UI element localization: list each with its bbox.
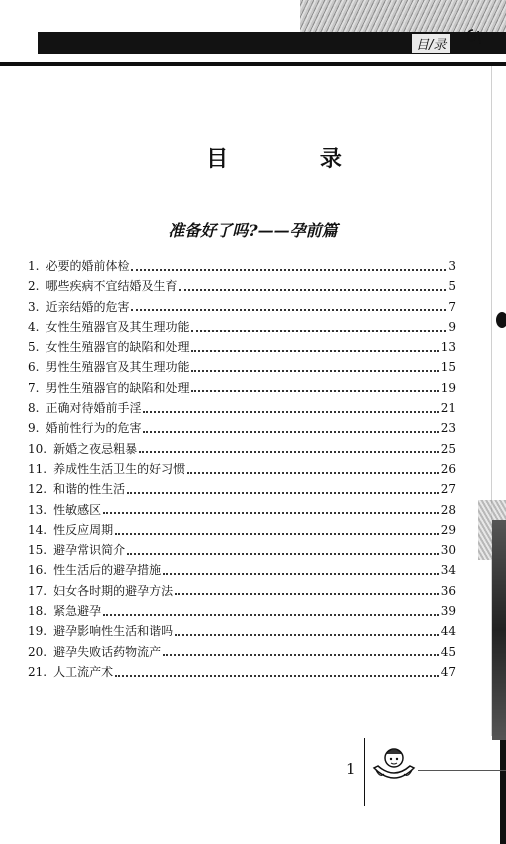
right-edge-block	[500, 740, 506, 844]
toc-entry-title: 女性生殖器官及其生理功能	[45, 319, 190, 334]
toc-entry-title: 男性生殖器官及其生理功能	[45, 360, 190, 375]
section-title: 准备好了吗?——孕前篇	[168, 221, 338, 240]
toc-entry-title: 新婚之夜忌粗暴	[53, 441, 138, 456]
toc-entry-title: 性生活后的避孕措施	[53, 563, 162, 578]
toc-entry-title: 避孕常识简介	[53, 543, 126, 558]
header-rule	[0, 62, 506, 66]
toc-entry[interactable]	[28, 459, 456, 479]
footer-rule	[418, 770, 506, 771]
toc-entry-title: 哪些疾病不宜结婚及生育	[45, 279, 178, 294]
toc-entry[interactable]	[28, 581, 456, 601]
page-title: 目 录	[206, 147, 384, 172]
toc-entry-page: 28	[440, 502, 456, 517]
toc-entry[interactable]	[28, 479, 456, 499]
toc-entry-page: 27	[440, 482, 456, 497]
toc-leader-dots	[191, 369, 438, 372]
toc-leader-dots	[187, 471, 439, 474]
toc-entry-title: 避孕失败话药物流产	[53, 644, 162, 659]
toc-entry-title: 避孕影响性生活和谐吗	[53, 624, 174, 639]
toc-entry-title: 女性生殖器官的缺陷和处理	[45, 340, 190, 355]
toc-entry[interactable]	[28, 378, 456, 398]
toc-entry-number: 9.	[28, 421, 40, 436]
toc-entry-number: 15.	[28, 543, 48, 558]
toc-leader-dots	[127, 552, 439, 555]
toc-entry[interactable]	[28, 337, 456, 357]
toc-entry[interactable]	[28, 601, 456, 621]
toc-leader-dots	[175, 633, 439, 636]
toc-leader-dots	[179, 288, 446, 291]
toc-entry-title: 紧急避孕	[53, 604, 102, 619]
toc-entry-number: 10.	[28, 441, 48, 456]
toc-entry-title: 必要的婚前体检	[45, 259, 130, 273]
header-swirl-icon	[464, 28, 482, 46]
toc-entry[interactable]	[28, 500, 456, 520]
running-title: 目/录	[412, 34, 450, 53]
toc-entry-page: 47	[440, 664, 456, 679]
toc-entry-page: 19	[440, 380, 456, 395]
toc-entry-number: 11.	[28, 461, 48, 476]
toc-entry-page: 13	[440, 340, 456, 355]
toc-entry-number: 5.	[28, 340, 40, 355]
toc-leader-dots	[143, 430, 438, 433]
toc-entry-title: 婚前性行为的危害	[45, 421, 142, 436]
toc-entry[interactable]	[28, 418, 456, 438]
toc-entry-page: 25	[440, 441, 456, 456]
toc-leader-dots	[131, 308, 446, 311]
toc-leader-dots	[143, 410, 438, 413]
toc-leader-dots	[139, 450, 439, 453]
toc-leader-dots	[163, 653, 439, 656]
toc-entry[interactable]	[28, 398, 456, 418]
toc-entry-number: 4.	[28, 319, 40, 334]
toc-entry-number: 6.	[28, 360, 40, 375]
toc-entry-page: 21	[440, 401, 456, 416]
right-edge-tab	[492, 520, 506, 740]
toc-leader-dots	[175, 592, 439, 595]
toc-entry-page: 5	[448, 279, 456, 294]
toc-entry[interactable]	[28, 357, 456, 377]
toc-entry-page: 39	[440, 604, 456, 619]
toc-entry-page: 44	[440, 624, 456, 639]
toc-entry-page: 30	[440, 543, 456, 558]
toc-entry-number: 12.	[28, 482, 48, 497]
toc-entry-number: 19.	[28, 624, 48, 639]
toc-leader-dots	[191, 329, 446, 332]
toc-entry-title: 和谐的性生活	[53, 482, 126, 497]
toc-entry[interactable]	[28, 642, 456, 662]
right-edge-dot	[496, 312, 506, 328]
toc-entry-page: 45	[440, 644, 456, 659]
toc-leader-dots	[131, 268, 446, 271]
toc-entry-page: 36	[440, 583, 456, 598]
toc-entry-title: 近亲结婚的危害	[45, 299, 130, 314]
toc-entry-page: 29	[440, 522, 456, 537]
page-number: 1	[346, 760, 356, 778]
toc-entry-number: 14.	[28, 522, 48, 537]
toc-leader-dots	[163, 572, 439, 575]
toc-entry-number: 1.	[28, 259, 40, 273]
toc-entry-title: 妇女各时期的避孕方法	[53, 583, 174, 598]
toc-entry-page: 15	[440, 360, 456, 375]
toc-entry-number: 20.	[28, 644, 48, 659]
toc-leader-dots	[127, 491, 439, 494]
toc-leader-dots	[103, 511, 439, 514]
toc-entry-number: 2.	[28, 279, 40, 294]
toc-entry-number: 7.	[28, 380, 40, 395]
toc-entry-title: 性反应周期	[53, 522, 114, 537]
toc-entry-title: 男性生殖器官的缺陷和处理	[45, 380, 190, 395]
toc-entry[interactable]	[28, 256, 456, 276]
toc-entry-number: 3.	[28, 299, 40, 314]
toc-leader-dots	[103, 613, 439, 616]
footer-divider	[364, 738, 365, 806]
toc-entry[interactable]	[28, 662, 456, 682]
toc-entry-number: 18.	[28, 604, 48, 619]
toc-entry-number: 8.	[28, 401, 40, 416]
toc-leader-dots	[191, 389, 438, 392]
toc-entry-page: 9	[448, 319, 456, 334]
toc-entry-number: 21.	[28, 664, 48, 679]
toc-entry-title: 养成性生活卫生的好习惯	[53, 461, 186, 476]
toc-entry[interactable]	[28, 520, 456, 540]
toc-entry-title: 人工流产术	[53, 664, 114, 679]
toc-entry-page: 23	[440, 421, 456, 436]
toc-leader-dots	[115, 674, 439, 677]
toc-entry-page: 7	[448, 299, 456, 314]
toc-entry-number: 17.	[28, 583, 48, 598]
toc-entry[interactable]	[28, 317, 456, 337]
toc-entry-number: 13.	[28, 502, 48, 517]
toc-entry[interactable]	[28, 297, 456, 317]
toc-entry[interactable]	[28, 621, 456, 641]
toc-entry[interactable]	[28, 439, 456, 459]
toc-entry[interactable]	[28, 540, 456, 560]
toc-leader-dots	[115, 532, 439, 535]
toc-entry-number: 16.	[28, 563, 48, 578]
toc-leader-dots	[191, 349, 438, 352]
toc-entry-page: 3	[448, 259, 456, 273]
toc-list	[28, 256, 456, 682]
toc-entry[interactable]	[28, 560, 456, 580]
baby-mascot-icon	[370, 744, 418, 786]
toc-entry-page: 34	[440, 563, 456, 578]
toc-entry-page: 26	[440, 461, 456, 476]
toc-entry-title: 正确对待婚前手淫	[45, 401, 142, 416]
toc-entry[interactable]	[28, 276, 456, 296]
toc-entry-title: 性敏感区	[53, 502, 102, 517]
